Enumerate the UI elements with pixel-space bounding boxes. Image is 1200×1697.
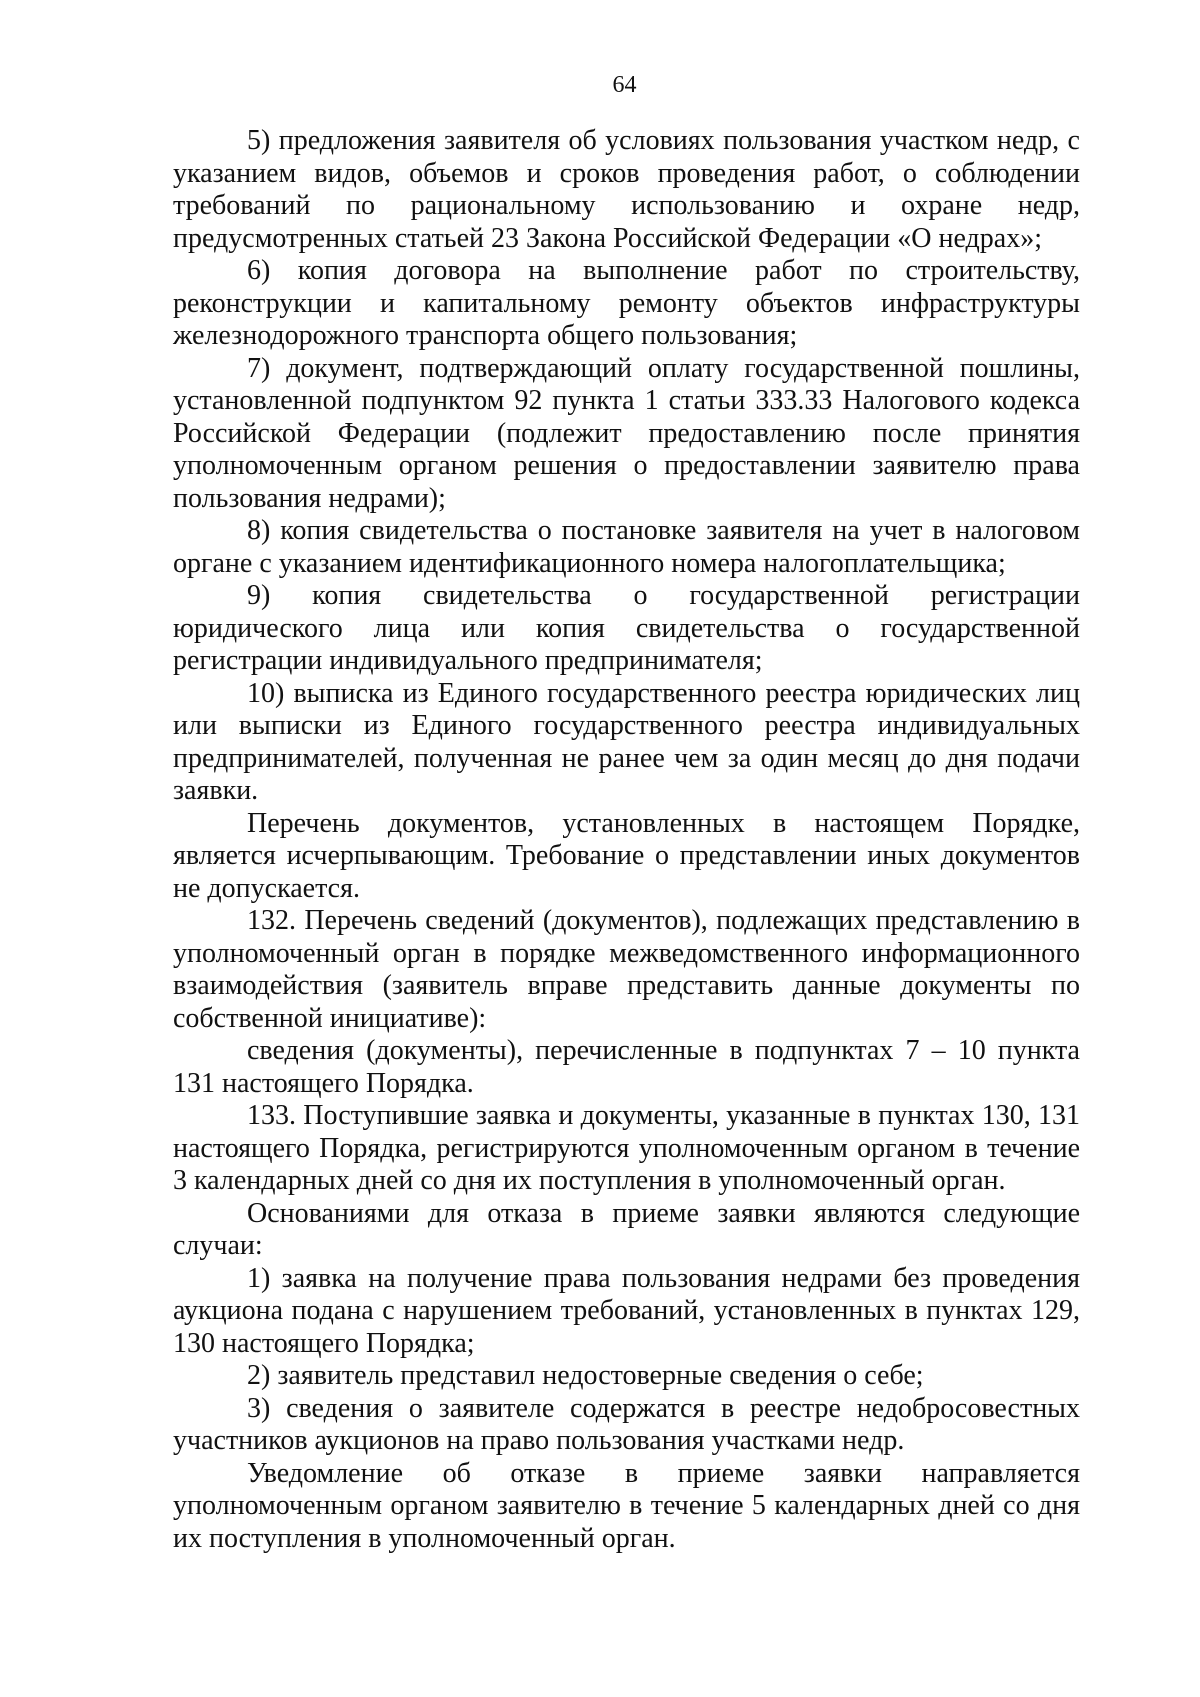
page-number: 64 — [612, 72, 637, 98]
section-132: 132. Перечень сведений (документов), подлежащих представлению в уполномоченный орган в порядке межведомственного информационного взаимодействия (заявитель вправе представить данные документы по собственной инициативе): — [173, 905, 1080, 1034]
refusal-grounds-intro: Основаниями для отказа в приеме заявки являются следующие случаи: — [173, 1197, 1080, 1261]
list-item-6: 6) копия договора на выполнение работ по строительству, реконструкции и капитальному ремонту объектов инфраструктуры железнодорожного транспорта общего пользования; — [173, 255, 1080, 351]
section-133: 133. Поступившие заявка и документы, указанные в пунктах 130, 131 настоящего Порядка, регистрируются уполномоченным органом в течение 3 календарных дней со дня их поступления в уполномоченный орган. — [173, 1100, 1080, 1196]
section-132-details: сведения (документы), перечисленные в подпунктах 7 – 10 пункта 131 настоящего Порядка. — [173, 1035, 1080, 1099]
list-item-8: 8) копия свидетельства о постановке заявителя на учет в налоговом органе с указанием идентификационного номера налогоплательщика; — [173, 515, 1080, 579]
refusal-ground-3: 3) сведения о заявителе содержатся в реестре недобросовестных участников аукционов на право пользования участками недр. — [173, 1392, 1080, 1456]
document-body — [173, 125, 1080, 1555]
list-item-9: 9) копия свидетельства о государственной регистрации юридического лица или копия свидетельства о государственной регистрации индивидуального предпринимателя; — [173, 580, 1080, 676]
refusal-notification: Уведомление об отказе в приеме заявки направляется уполномоченным органом заявителю в течение 5 календарных дней со дня их поступления в уполномоченный орган. — [173, 1457, 1080, 1554]
refusal-ground-1: 1) заявка на получение права пользования недрами без проведения аукциона подана с нарушением требований, установленных в пунктах 129, 130 настоящего Порядка; — [173, 1262, 1080, 1359]
list-item-10: 10) выписка из Единого государственного реестра юридических лиц или выписки из Единого государственного реестра индивидуальных предпринимателей, полученная не ранее чем за один месяц до дня подачи заявки. — [173, 677, 1080, 806]
refusal-ground-2: 2) заявитель представил недостоверные сведения о себе; — [247, 1360, 924, 1391]
documents-list-note: Перечень документов, установленных в настоящем Порядке, является исчерпывающим. Требование о представлении иных документов не допускается. — [173, 807, 1080, 904]
list-item-5: 5) предложения заявителя об условиях пользования участком недр, с указанием видов, объемов и сроков проведения работ, о соблюдении требований по рациональному использованию и охране недр, предусмотренных статьей 23 Закона Российской Федерации «О недрах»; — [173, 125, 1080, 254]
list-item-7: 7) документ, подтверждающий оплату государственной пошлины, установленной подпунктом 92 пункта 1 статьи 333.33 Налогового кодекса Российской Федерации (подлежит предоставлению после принятия уполномоченным органом решения о предоставлении заявителю права пользования недрами); — [173, 352, 1080, 514]
